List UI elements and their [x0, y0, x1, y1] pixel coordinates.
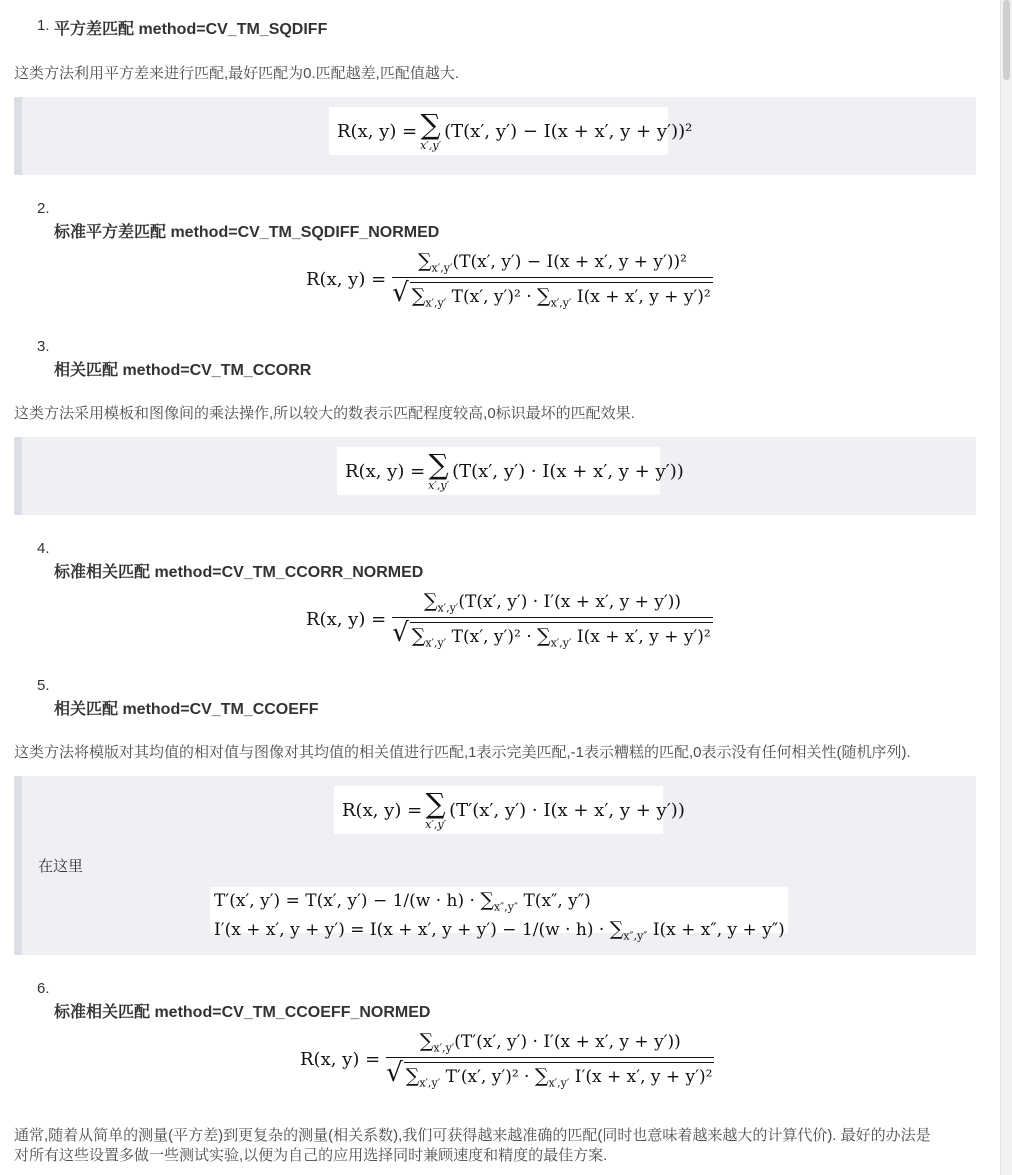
sum-symbol: ∑ x′,y′: [425, 786, 447, 831]
paragraph-ccorr: 这类方法采用模板和图像间的乘法操作,所以较大的数表示匹配程度较高,0标识最坏的匹配效果.: [14, 405, 635, 422]
formula-ccorr: [337, 447, 684, 495]
list-number-3: 3.: [37, 338, 50, 355]
conclusion-line-2: 对所有这些设置多做一些测试实验,以便为自己的应用选择同时兼顾速度和精度的最佳方案.: [14, 1147, 608, 1164]
heading-sqdiff: 平方差匹配 method=CV_TM_SQDIFF: [54, 21, 328, 38]
heading-ccorr-normed: 标准相关匹配 method=CV_TM_CCORR_NORMED: [54, 564, 424, 581]
formula-lhs: R(x, y) =: [300, 1049, 381, 1071]
list-number-1: 1.: [37, 17, 50, 34]
where-line-1: T′(x′, y′) = T(x′, $y') - 1/(w \cdot h) \cdot \sum_{x'',y''}$ T(x″, y″): [214, 889, 591, 914]
formula-ccoeff: [334, 786, 685, 834]
formula-lhs: R(x, y) =: [306, 269, 387, 291]
conclusion-line-1: 通常,随着从简单的测量(平方差)到更复杂的测量(相关系数),我们可获得越来越准确的匹配(同时也意味着越来越大的计算代价). 最好的办法是: [14, 1127, 931, 1144]
vertical-scrollbar[interactable]: [1000, 0, 1012, 1175]
list-number-5: 5.: [37, 677, 50, 694]
list-number-2: 2.: [37, 200, 50, 217]
formula-block-5: [14, 776, 976, 955]
heading-ccorr: 相关匹配 method=CV_TM_CCORR: [54, 362, 312, 379]
paragraph-sqdiff: 这类方法利用平方差来进行匹配,最好匹配为0.匹配越差,匹配值越大.: [14, 65, 460, 82]
sum-symbol: ∑ x′,y′: [420, 107, 442, 152]
formula-body: (T′(x′, y′) · I(x + x′, y + y′)): [449, 799, 685, 821]
heading-ccoeff-normed: 标准相关匹配 method=CV_TM_CCOEFF_NORMED: [54, 1004, 431, 1021]
formula-body: (T(x′, y′) − I(x + x′, y + y′))²: [444, 120, 693, 142]
paragraph-conclusion: [14, 1126, 931, 1166]
formula-block-1: [14, 97, 976, 175]
formula-lhs: R(x, y) =: [337, 120, 418, 142]
formula-lhs: R(x, y) =: [306, 609, 387, 631]
formula-sqdiff: [329, 107, 693, 155]
fraction: $\sum_{x',y'}(T'(x'$, y′) · I′(x + x′, y + y′)) √ $\sum_{x',y'}$ T′(x′, $y')^2 \cdot \sum_{x',y'}$ I′(x + x′, y + y′)²: [386, 1030, 713, 1090]
formula-lhs: R(x, y) =: [345, 460, 426, 482]
formula-lhs: R(x, y) =: [342, 799, 423, 821]
formula-sqdiff-normed: [306, 250, 713, 310]
sum-symbol: ∑ x′,y′: [428, 447, 450, 492]
fraction: $\sum_{x',y'}(T(x'$, y′) · I′(x + x′, y + y′)) √ $\sum_{x',y'}$ T(x′, $y')^2 \cdot \sum_{x',y'}$ I(x + x′, y + y′)²: [392, 590, 711, 650]
formula-block-3: [14, 437, 976, 515]
formula-body: (T(x′, y′) · I(x + x′, y + y′)): [452, 460, 684, 482]
formula-ccoeff-normed: [300, 1030, 714, 1090]
formula-where: [210, 887, 788, 943]
where-label: 在这里: [38, 858, 84, 875]
scrollbar-thumb[interactable]: [1003, 0, 1010, 80]
heading-sqdiff-normed: 标准平方差匹配 method=CV_TM_SQDIFF_NORMED: [54, 224, 440, 241]
list-number-4: 4.: [37, 540, 50, 557]
paragraph-ccoeff: 这类方法将模版对其均值的相对值与图像对其均值的相关值进行匹配,1表示完美匹配,-1表示糟糕的匹配,0表示没有任何相关性(随机序列).: [14, 744, 911, 761]
list-number-6: 6.: [37, 980, 50, 997]
where-line-2: I′(x + x′, y + y′) = I(x + x′, $y + y') - 1/(w \cdot h) \cdot \sum_{x'',y''}$ I(x + x″, y + y″): [214, 918, 785, 943]
fraction: $\sum_{x',y'}(T(x'$, y′) − I(x + x′, y + y′))² √ $\sum_{x',y'}$ T(x′, $y')^2 \cdot \sum_{x',y'}$ I(x + x′, y + y′)²: [392, 250, 711, 310]
formula-ccorr-normed: [306, 590, 713, 650]
heading-ccoeff: 相关匹配 method=CV_TM_CCOEFF: [54, 701, 319, 718]
